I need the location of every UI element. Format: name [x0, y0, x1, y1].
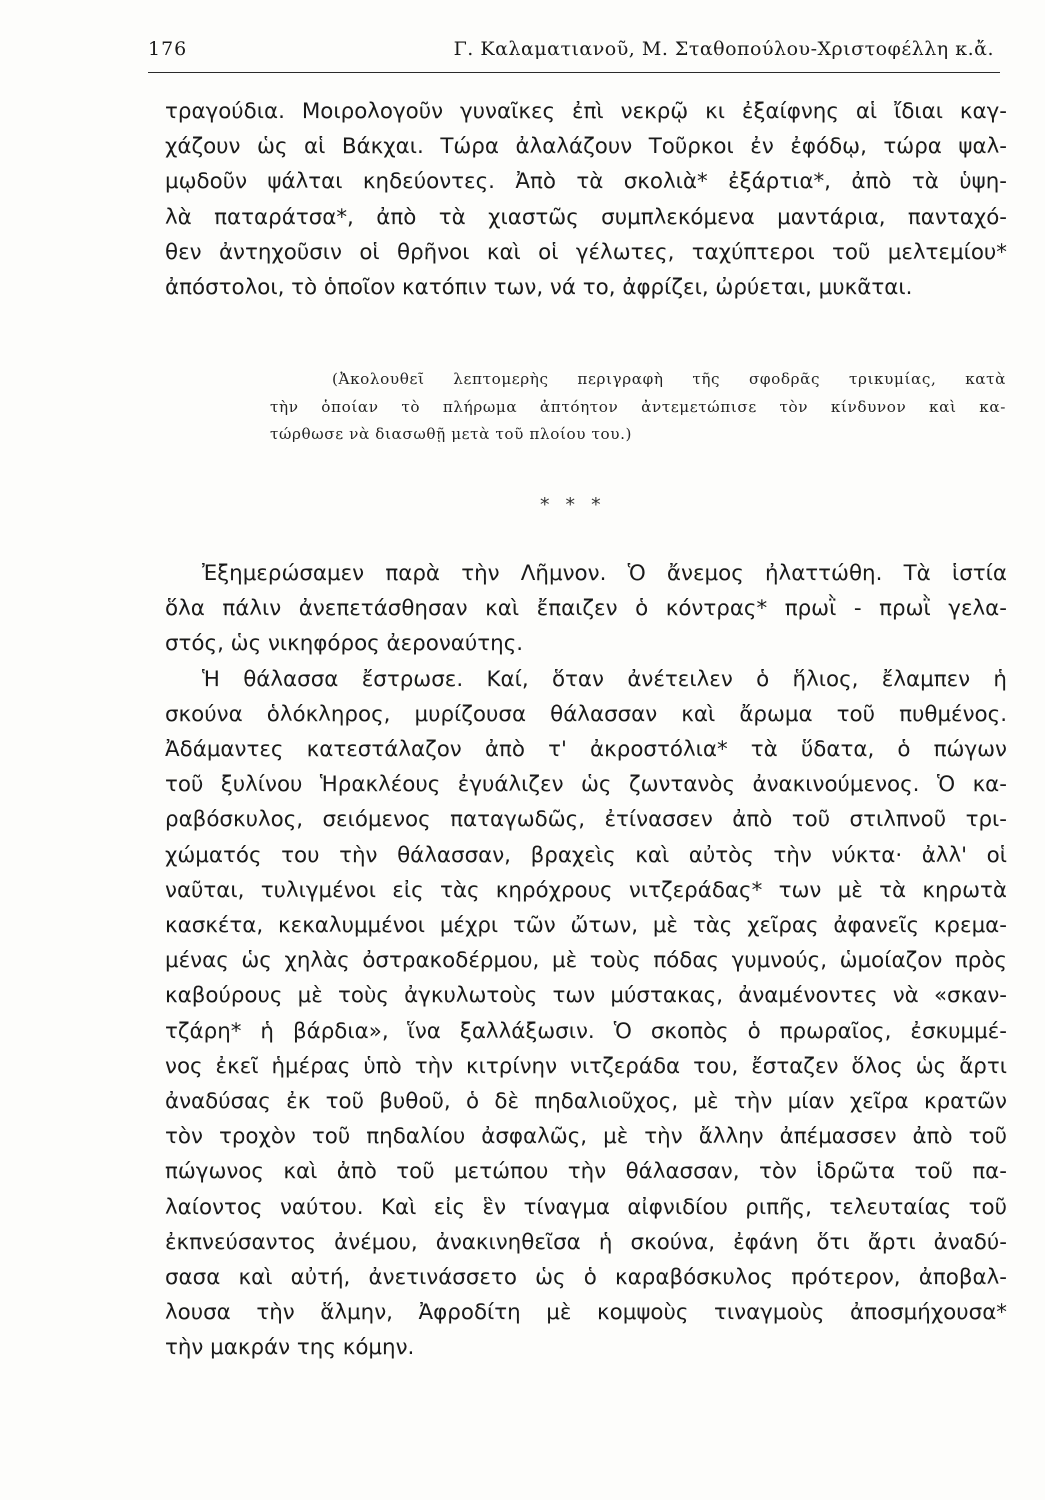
opening-paragraph — [165, 94, 1007, 305]
section-separator: * * * — [540, 494, 606, 516]
text-line: λαίοντος ναύτου. Καὶ εἰς ἓν τίναγμα αἰφνιδίου ριπῆς, τελευταίας τοῦ — [165, 1194, 1007, 1220]
text-line: σασα καὶ αὐτή, ἀνετινάσσετο ὡς ὁ καραβόσκυλος πρότερον, ἀποβαλ- — [165, 1265, 1007, 1291]
text-line: Ἀδάμαντες κατεστάλαζον ἀπὸ τ' ἀκροστόλια* τὰ ὕδατα, ὁ πώγων — [165, 737, 1007, 763]
text-line: λὰ παταράτσα*, ἀπὸ τὰ χιαστῶς συμπλεκόμενα μαντάρια, πανταχό- — [165, 204, 1007, 230]
page-header — [148, 38, 1004, 72]
text-line: ραβόσκυλος, σειόμενος παταγωδῶς, ἐτίνασσεν ἀπὸ τοῦ στιλπνοῦ τρι- — [165, 807, 1007, 833]
text-line: λουσα τὴν ἅλμην, Ἀφροδίτη μὲ κομψοὺς τιναγμοὺς ἀποσμήχουσα* — [165, 1300, 1007, 1326]
text-line: χώματός του τὴν θάλασσαν, βραχεὶς καὶ αὐτὸς τὴν νύκτα· ἀλλ' οἱ — [165, 842, 1007, 868]
running-head: Γ. Καλαματιανοῦ, Μ. Σταθοπούλου-Χριστοφέλλη κ.ἄ. — [453, 38, 994, 60]
text-line: πώγωνος καὶ ἀπὸ τοῦ μετώπου τὴν θάλασσαν, τὸν ἱδρῶτα τοῦ πα- — [165, 1159, 1007, 1185]
text-line: τραγούδια. Μοιρολογοῦν γυναῖκες ἐπὶ νεκρῷ κι ἐξαίφνης αἱ ἴδιαι καγ- — [165, 99, 1007, 124]
main-paragraphs — [165, 556, 1007, 1366]
note-line: τὴν ὁποίαν τὸ πλήρωμα ἀπτόητον ἀντεμετώπισε τὸν κίνδυνον καὶ κα- — [270, 397, 1006, 416]
text-line: τζάρη* ἡ βάρδια», ἵνα ξαλλάξωσιν. Ὁ σκοπὸς ὁ πρωραῖος, ἐσκυμμέ- — [165, 1018, 1007, 1044]
text-line: ναῦται, τυλιγμένοι εἰς τὰς κηρόχρους νιτζεράδας* των μὲ τὰ κηρωτὰ — [165, 877, 1007, 903]
text-line: νος ἐκεῖ ἡμέρας ὑπὸ τὴν κιτρίνην νιτζεράδα του, ἔσταζεν ὅλος ὡς ἄρτι — [165, 1053, 1007, 1079]
text-line: τὸν τροχὸν τοῦ πηδαλίου ἀσφαλῶς, μὲ τὴν ἄλλην ἀπέμασσεν ἀπὸ τοῦ — [165, 1124, 1007, 1150]
text-line: κασκέτα, κεκαλυμμένοι μέχρι τῶν ὤτων, μὲ τὰς χεῖρας ἀφανεῖς κρεμα- — [165, 913, 1007, 939]
editorial-note — [270, 366, 1006, 449]
text-line: Ἐξημερώσαμεν παρὰ τὴν Λῆμνον. Ὁ ἄνεμος ἠλαττώθη. Τὰ ἱστία — [202, 561, 1007, 586]
text-line: ἐκπνεύσαντος ἀνέμου, ἀνακινηθεῖσα ἡ σκούνα, ἐφάνη ὅτι ἄρτι ἀναδύ- — [165, 1229, 1007, 1255]
text-line: τὴν μακράν της κόμην. — [165, 1335, 415, 1361]
text-line: ἀπόστολοι, τὸ ὁποῖον κατόπιν των, νά το, ἀφρίζει, ὠρύεται, μυκᾶται. — [165, 275, 913, 301]
text-line: ὅλα πάλιν ἀνεπετάσθησαν καὶ ἔπαιζεν ὁ κόντρας* πρωῒ - πρωῒ γελα- — [165, 596, 1007, 622]
text-line: ἀναδύσας ἐκ τοῦ βυθοῦ, ὁ δὲ πηδαλιοῦχος, μὲ τὴν μίαν χεῖρα κρατῶν — [165, 1089, 1007, 1115]
note-line: (Ἀκολουθεῖ λεπτομερὴς περιγραφὴ τῆς σφοδρᾶς τρικυμίας, κατὰ — [332, 370, 1006, 388]
note-line: τώρθωσε νὰ διασωθῇ μετὰ τοῦ πλοίου του.) — [270, 425, 633, 443]
header-rule — [148, 72, 1000, 73]
text-line: μένας ὡς χηλὰς ὀστρακοδέρμου, μὲ τοὺς πόδας γυμνούς, ὡμοίαζον πρὸς — [165, 948, 1007, 974]
text-line: καβούρους μὲ τοὺς ἀγκυλωτοὺς των μύστακας, ἀναμένοντες νὰ «σκαν- — [165, 983, 1007, 1009]
text-line: μῳδοῦν ψάλται κηδεύοντες. Ἀπὸ τὰ σκολιὰ* ἐξάρτια*, ἀπὸ τὰ ὑψη- — [165, 169, 1007, 195]
text-line: Ἡ θάλασσα ἔστρωσε. Καί, ὅταν ἀνέτειλεν ὁ ἥλιος, ἔλαμπεν ἡ — [202, 666, 1007, 692]
text-line: χάζουν ὡς αἱ Βάκχαι. Τώρα ἀλαλάζουν Τοῦρκοι ἐν ἐφόδῳ, τώρα ψαλ- — [165, 134, 1007, 160]
text-line: τοῦ ξυλίνου Ἡρακλέους ἐγυάλιζεν ὡς ζωντανὸς ἀνακινούμενος. Ὁ κα- — [165, 772, 1007, 798]
page-number: 176 — [148, 38, 188, 60]
text-line: θεν ἀντηχοῦσιν οἱ θρῆνοι καὶ οἱ γέλωτες, ταχύπτεροι τοῦ μελτεμίου* — [165, 239, 1007, 265]
text-line: στός, ὡς νικηφόρος ἀεροναύτης. — [165, 631, 524, 657]
text-line: σκούνα ὁλόκληρος, μυρίζουσα θάλασσαν καὶ ἄρωμα τοῦ πυθμένος. — [165, 701, 1007, 727]
